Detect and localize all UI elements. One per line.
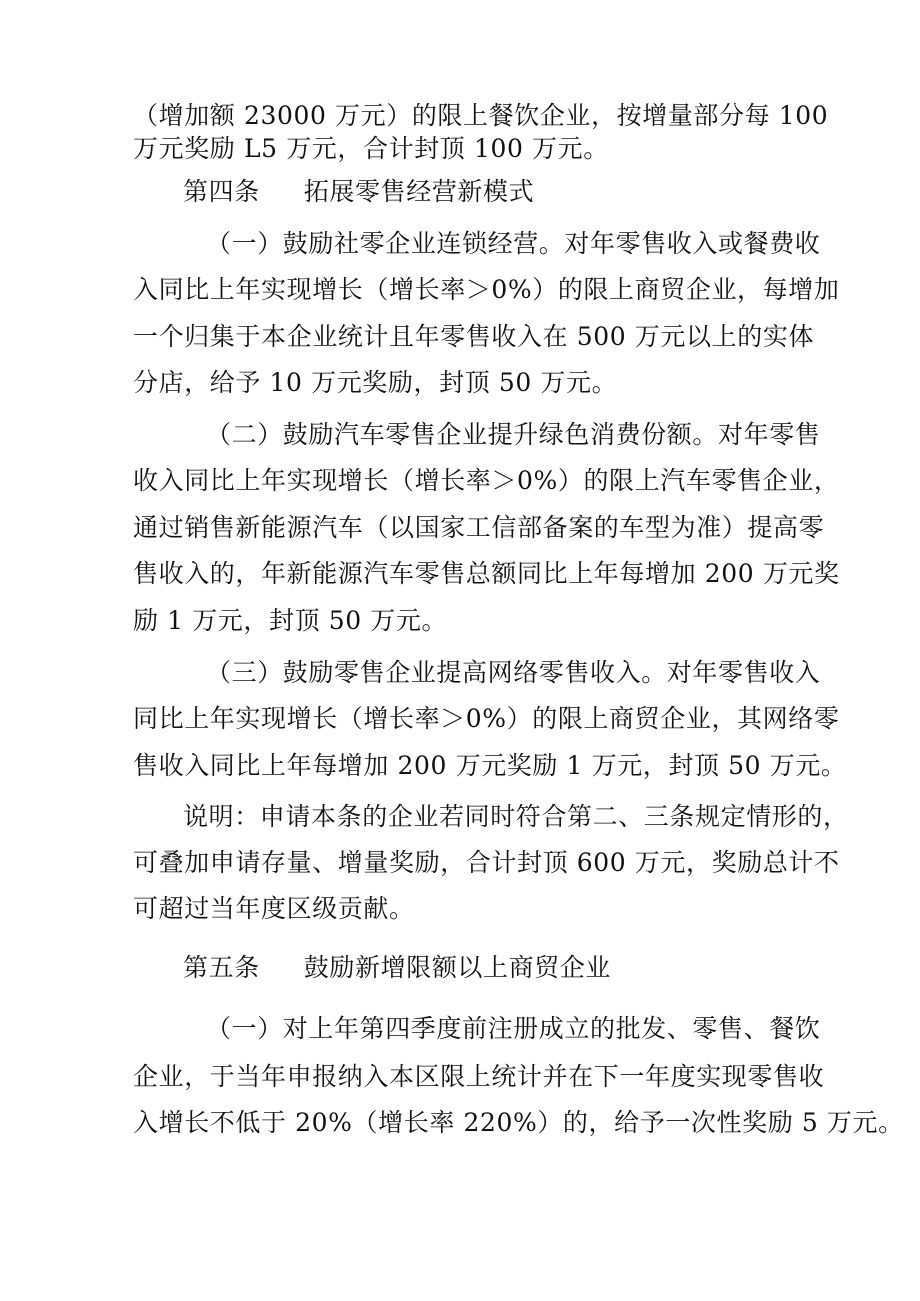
paragraph-line: 励 1 万元，封顶 50 万元。 [133, 606, 448, 635]
article-4-number: 第四条 [183, 177, 260, 206]
paragraph-line: （增加额 23000 万元）的限上餐饮企业，按增量部分每 100 [133, 101, 829, 130]
paragraph-line: 通过销售新能源汽车（以国家工信部备案的车型为准）提高零 [133, 513, 825, 542]
paragraph-line: 售收入同比上年每增加 200 万元奖励 1 万元，封顶 50 万元。 [133, 751, 847, 780]
note-line: 说明：申请本条的企业若同时符合第二、三条规定情形的， [183, 802, 849, 831]
paragraph-line: 企业，于当年申报纳入本区限上统计并在下一年度实现零售收 [133, 1062, 825, 1091]
paragraph-line: （三）鼓励零售企业提高网络零售收入。对年零售收入 [206, 658, 821, 687]
paragraph-line: 一个归集于本企业统计且年零售收入在 500 万元以上的实体 [133, 322, 815, 351]
paragraph-line: 万元奖励 L5 万元，合计封顶 100 万元。 [133, 134, 609, 163]
article-4-title: 拓展零售经营新模式 [303, 177, 535, 206]
paragraph-line: 入同比上年实现增长（增长率＞0%）的限上商贸企业，每增加 [133, 275, 840, 304]
article-5-heading [183, 953, 853, 983]
paragraph-line: （一）鼓励社零企业连锁经营。对年零售收入或餐费收 [206, 229, 821, 258]
paragraph-line: （二）鼓励汽车零售企业提升绿色消费份额。对年零售 [206, 420, 821, 449]
paragraph-line: 分店，给予 10 万元奖励，封顶 50 万元。 [133, 368, 618, 397]
paragraph-line: 可超过当年度区级贡献。 [133, 894, 415, 923]
article-5-number: 第五条 [183, 953, 260, 982]
paragraph-line: 收入同比上年实现增长（增长率＞0%）的限上汽车零售企业， [133, 466, 840, 495]
paragraph-line: 售收入的，年新能源汽车零售总额同比上年每增加 200 万元奖 [133, 559, 840, 588]
article-5-title: 鼓励新增限额以上商贸企业 [303, 953, 612, 982]
paragraph-line: 同比上年实现增长（增长率＞0%）的限上商贸企业，其网络零 [133, 704, 840, 733]
paragraph-line: 可叠加申请存量、增量奖励，合计封顶 600 万元，奖励总计不 [133, 848, 840, 877]
article-4-heading [183, 177, 853, 207]
paragraph-line: （一）对上年第四季度前注册成立的批发、零售、餐饮 [206, 1014, 821, 1043]
paragraph-line: 入增长不低于 20%（增长率 220%）的，给予一次性奖励 5 万元。 [133, 1108, 904, 1137]
